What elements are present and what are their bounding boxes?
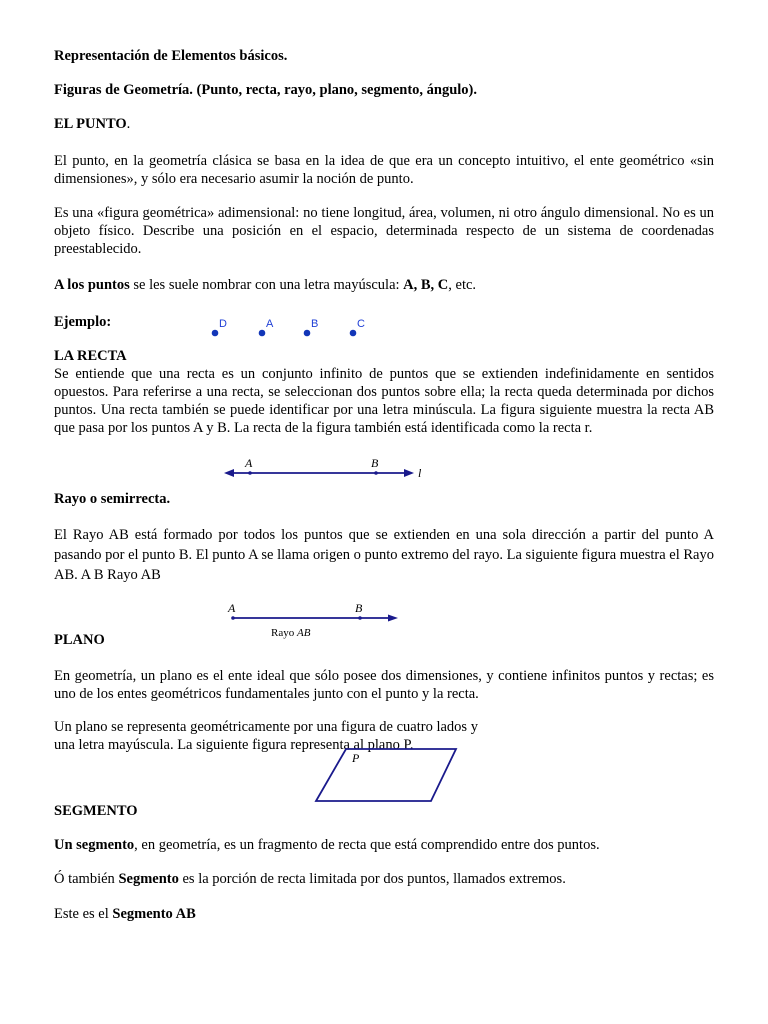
point-a — [259, 318, 274, 336]
point-c-dot — [350, 330, 357, 337]
segmento-paragraph-3 — [54, 905, 714, 923]
line-point-b — [374, 471, 378, 475]
segmento-p2-bold: Segmento — [118, 871, 179, 887]
segmento-p3-bold: Segmento AB — [112, 906, 196, 922]
line-point-a — [248, 471, 252, 475]
punto-p3-bold: A los puntos — [54, 277, 130, 293]
punto-p3-letters: A, B, C — [403, 277, 449, 293]
line-arrow-right — [404, 469, 414, 477]
plane-figure — [312, 745, 462, 805]
point-d — [212, 318, 227, 336]
segmento-p2-start: Ó también — [54, 871, 119, 887]
rayo-heading: Rayo o semirrecta. — [54, 491, 171, 507]
point-d-dot — [212, 330, 219, 337]
point-a-label: A — [266, 318, 274, 330]
punto-paragraph-2: Es una «figura geométrica» adimensional: no tiene longitud, área, volumen, ni otro ángulo dimensional. No es un objeto físico. Describe una posición en el espacio, determinada respecto de un sistema de coordenadas preestablecido. — [54, 205, 714, 257]
point-d-label: D — [219, 318, 227, 330]
punto-p3-end: , etc. — [448, 277, 477, 293]
punto-paragraph-1: El punto, en la geometría clásica se basa en la idea de que era un concepto intuitivo, el ente geométrico «sin dimensiones», y sólo era necesario asumir la noción de punto. — [54, 153, 714, 187]
plane-shape — [316, 749, 456, 801]
segmento-paragraph-1 — [54, 836, 714, 854]
segmento-p1-rest: , en geometría, es un fragmento de recta que está comprendido entre dos puntos. — [134, 837, 600, 853]
section-heading-punto — [54, 115, 714, 133]
punto-heading-suffix: . — [126, 116, 131, 132]
example-label: Ejemplo: — [54, 314, 112, 330]
punto-paragraph-3 — [54, 276, 714, 294]
document-title: Representación de Elementos básicos. — [54, 48, 288, 64]
segmento-heading: SEGMENTO — [54, 803, 138, 819]
line-arrow-left — [224, 469, 234, 477]
ray-label-a: A — [228, 601, 236, 615]
punto-p3-mid: se les suele nombrar con una letra mayúscula: — [129, 277, 404, 293]
document-subtitle: Figuras de Geometría. (Punto, recta, rayo, plano, segmento, ángulo). — [54, 82, 478, 98]
ray-arrow — [388, 615, 398, 622]
ray-label-b: B — [355, 601, 363, 615]
ray-caption-text: Rayo — [271, 627, 297, 639]
segmento-p1-bold: Un segmento — [54, 837, 135, 853]
plano-heading: PLANO — [54, 632, 105, 648]
segmento-paragraph-2 — [54, 870, 714, 888]
ray-caption-italic: AB — [296, 627, 311, 639]
point-b-label: B — [311, 318, 319, 330]
segmento-p3-start: Este es el — [54, 906, 113, 922]
plano-paragraph-1: En geometría, un plano es el ente ideal que sólo posee dos dimensiones, y contiene infinitos puntos y rectas; es uno de los entes geométricos fundamentales junto con el punto y la recta. — [54, 668, 714, 702]
punto-heading: EL PUNTO — [54, 116, 127, 132]
point-a-dot — [259, 330, 266, 337]
plane-label: P — [352, 751, 360, 765]
segmento-p2-rest: es la porción de recta limitada por dos puntos, llamados extremos. — [178, 871, 566, 887]
line-figure — [222, 452, 432, 480]
point-b-dot — [304, 330, 311, 337]
recta-heading: LA RECTA — [54, 348, 127, 364]
rayo-paragraph: El Rayo AB está formado por todos los puntos que se extienden en una sola dirección a partir del punto A pasando por el punto B. El punto A se llama origen o punto extremo del rayo. La siguiente figura muestra el Rayo AB. A B Rayo AB — [54, 527, 714, 583]
ray-point-a — [231, 616, 235, 620]
point-c-label: C — [357, 318, 365, 330]
line-label-a: A — [245, 456, 253, 470]
point-c — [350, 318, 365, 336]
point-b — [304, 318, 319, 336]
plano-paragraph-2: Un plano se representa geométricamente por una figura de cuatro lados y una letra mayúscula. La siguiente figura representa al plano P. — [54, 719, 478, 753]
ray-point-b — [358, 616, 362, 620]
line-label-b: B — [371, 456, 379, 470]
example-points-figure — [205, 312, 375, 342]
line-label-name: l — [418, 466, 422, 480]
recta-paragraph: Se entiende que una recta es un conjunto infinito de puntos que se extienden indefinidamente en sentidos opuestos. Para referirse a una recta, se seleccionan dos puntos sobre ella; la recta queda determinada por dichos puntos. Una recta también se puede identificar por una letra minúscula. La figura siguiente muestra la recta AB que pasa por los puntos A y B. La recta de la figura también está identificada como la recta r. — [54, 366, 714, 436]
